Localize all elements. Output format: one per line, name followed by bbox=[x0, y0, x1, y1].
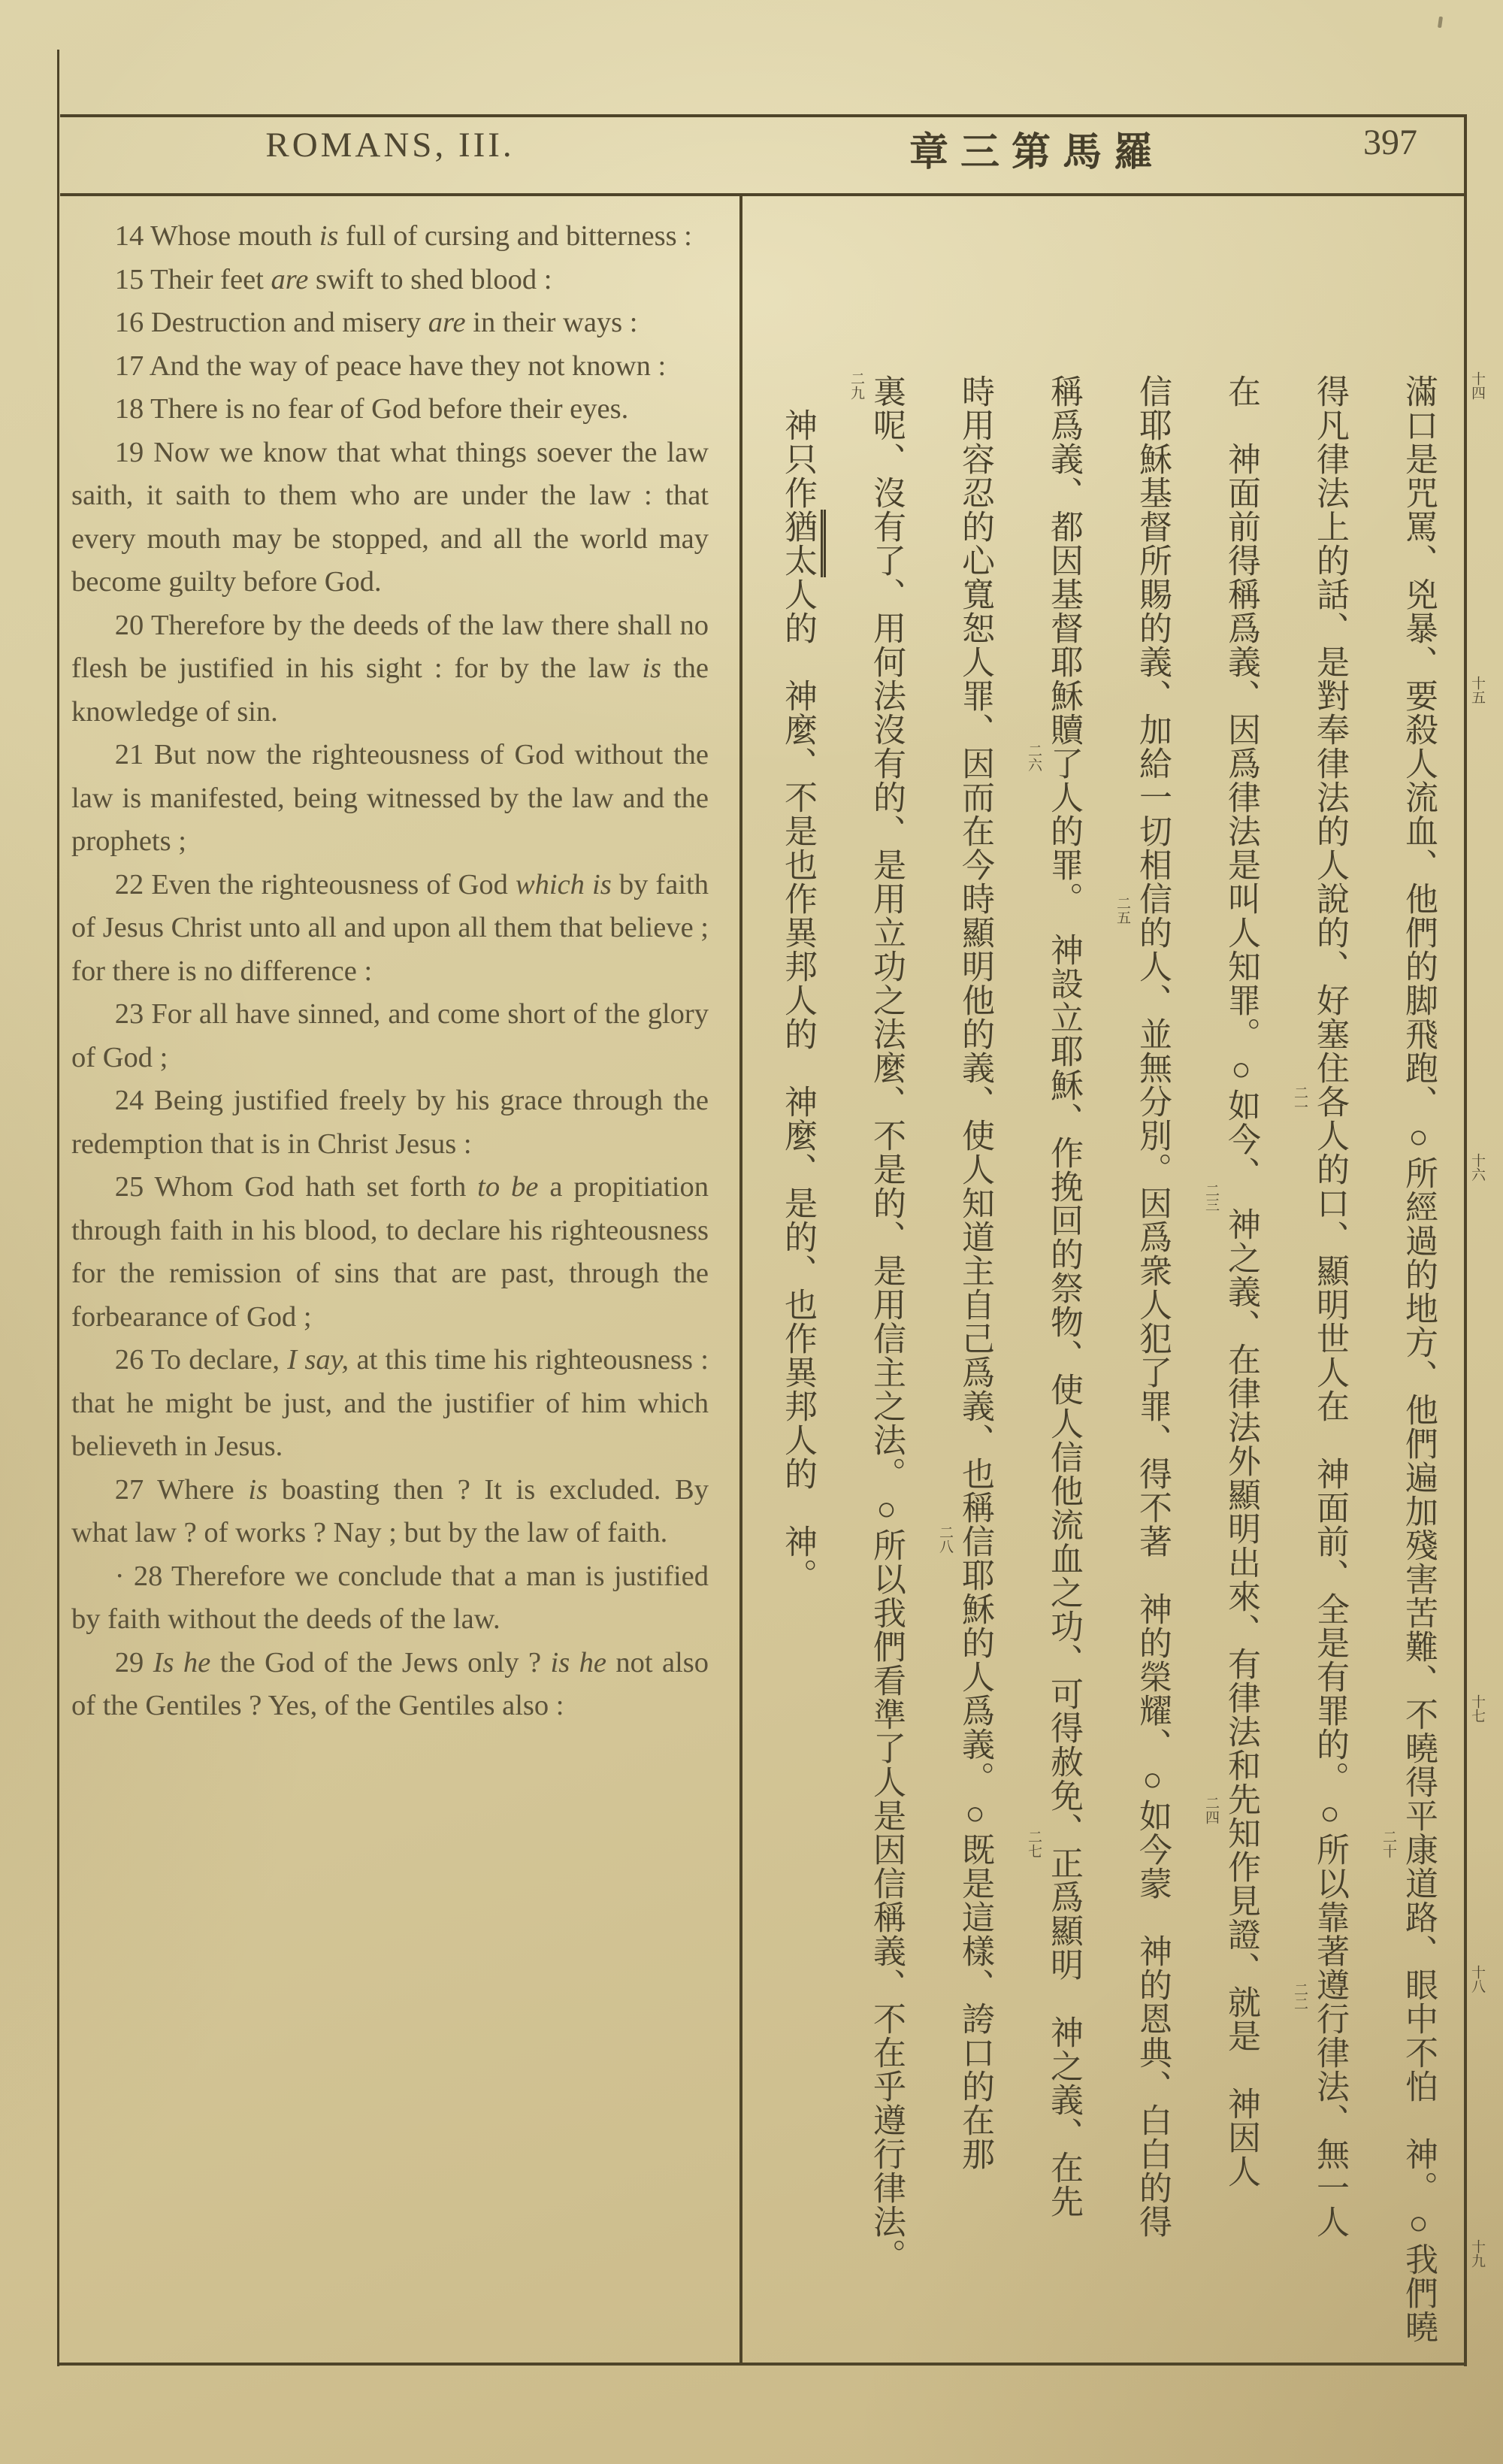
italic-word: is bbox=[248, 1473, 268, 1506]
chinese-column bbox=[1196, 374, 1308, 2347]
verse-text: 20 Therefore by the deeds of the law there shall no flesh be justified in his sight : for by the law bbox=[71, 609, 709, 684]
verse-text: boasting then ? It is excluded. By what law ? of works ? Nay ; but by the law of faith. bbox=[71, 1473, 709, 1548]
chinese-column bbox=[1285, 374, 1396, 2347]
verse-number-marker: 二九 bbox=[848, 371, 864, 400]
chinese-column bbox=[930, 374, 1042, 2347]
verse-number-marker: 十五 bbox=[1469, 676, 1485, 704]
verse-paragraph bbox=[71, 604, 709, 734]
verse-text: 24 Being justified freely by his grace through the redemption that is in Christ Jesus : bbox=[71, 1085, 709, 1160]
verse-paragraph bbox=[71, 431, 709, 604]
italic-word: is bbox=[319, 220, 339, 252]
verse-number-marker: 十四 bbox=[1469, 371, 1485, 400]
verse-paragraph bbox=[71, 1079, 709, 1166]
verse-text: swift to shed blood : bbox=[308, 263, 552, 295]
verse-paragraph bbox=[71, 345, 709, 389]
italic-word: to be bbox=[477, 1171, 539, 1203]
proper-noun-mark: 猶太 bbox=[779, 510, 816, 577]
italic-word: which is bbox=[515, 868, 612, 901]
verse-text: 27 Where bbox=[114, 1473, 249, 1506]
chinese-text-run: 裏呢、沒有了、用何法沒有的、是用立功之法麼、不是的、是用信主之法。○ bbox=[868, 374, 905, 1528]
italic-word: Is he bbox=[153, 1646, 211, 1678]
verse-paragraph bbox=[71, 1339, 709, 1469]
verse-text: by faith of Jesus Christ unto all and upon all them that believe ; for there is no difference : bbox=[71, 868, 709, 987]
verse-number-marker: 二二 bbox=[1292, 1982, 1308, 2011]
verse-paragraph bbox=[71, 388, 709, 431]
verse-paragraph bbox=[71, 734, 709, 864]
verse-paragraph bbox=[71, 1555, 709, 1642]
verse-number-marker: 二六 bbox=[1026, 743, 1042, 772]
italic-word: are bbox=[271, 263, 309, 295]
verse-text: not also of the Gentiles ? Yes, of the Gentiles also : bbox=[71, 1646, 709, 1721]
verse-text: the knowledge of sin. bbox=[71, 652, 709, 728]
chinese-column bbox=[1374, 371, 1485, 2347]
verse-text: in their ways : bbox=[465, 307, 638, 338]
chinese-column bbox=[842, 374, 953, 2347]
chinese-text-run: 因爲衆人犯了罪、得不著 神的榮耀、○ bbox=[1134, 1186, 1171, 1799]
chinese-column bbox=[1019, 374, 1130, 2347]
verse-number-marker: 十八 bbox=[1469, 1965, 1485, 1993]
chinese-column bbox=[1108, 374, 1219, 2347]
verse-paragraph bbox=[71, 1469, 709, 1555]
verse-text: at this time his righteousness : that he might be just, and the justifier of him which believeth in Jesus. bbox=[71, 1344, 709, 1462]
verse-number-marker: 二五 bbox=[1114, 896, 1130, 925]
verse-number-marker: 十九 bbox=[1469, 2239, 1485, 2268]
chinese-text-run: 如今、 神之義、在律法外顯明出來、有律法和先知作見證、 bbox=[1223, 1088, 1260, 1985]
chinese-text-run: 神只作 bbox=[779, 374, 816, 510]
verse-number-marker: 二三 bbox=[1203, 1183, 1219, 1212]
verse-number-marker: 二七 bbox=[1026, 1830, 1042, 1858]
verse-text: 14 Whose mouth bbox=[114, 220, 319, 252]
english-text-column bbox=[71, 215, 709, 1728]
chinese-text-run: 因而在今時顯明他的義、使人知道主自己爲義、也稱信耶穌的人爲義。○ bbox=[957, 746, 993, 1833]
header-rule-top bbox=[60, 114, 1467, 117]
verse-text: 26 To declare, bbox=[114, 1344, 288, 1376]
chinese-text-run: 稱爲義、都因基督耶穌贖了人的罪。 bbox=[1045, 374, 1082, 899]
verse-number-marker: 二八 bbox=[937, 1525, 953, 1554]
chinese-text-run: 就是 神因人 bbox=[1223, 1985, 1260, 2188]
verse-paragraph bbox=[71, 993, 709, 1079]
italic-word: is bbox=[642, 652, 661, 684]
verse-paragraph bbox=[71, 215, 709, 259]
page-rule-bottom bbox=[57, 2363, 1467, 2366]
verse-text: 21 But now the righteousness of God without the law is manifested, being witnessed by the law and the prophets ; bbox=[71, 739, 709, 857]
chinese-text-run: 要殺人流血、他們的脚飛跑、○ bbox=[1400, 679, 1437, 1156]
chinese-column bbox=[753, 371, 864, 2347]
chinese-text-run: 既是這樣、誇口的在那 bbox=[957, 1833, 993, 2171]
ink-speck bbox=[1438, 17, 1443, 29]
italic-word: I say, bbox=[287, 1344, 349, 1376]
column-divider bbox=[739, 193, 742, 2366]
page-number: 397 bbox=[1363, 123, 1417, 162]
verse-number-marker: 十六 bbox=[1469, 1153, 1485, 1182]
header-title-chinese: 章三第馬羅 bbox=[909, 132, 1165, 174]
chinese-text-panel bbox=[753, 371, 1485, 2347]
verse-paragraph bbox=[71, 1642, 709, 1728]
verse-paragraph bbox=[71, 864, 709, 994]
verse-paragraph bbox=[71, 259, 709, 302]
verse-text: 19 Now we know that what things soever the law saith, it saith to them who are under the law : that every mouth may be stopped, and all the world may become guilty before God. bbox=[71, 436, 709, 598]
verse-text: 18 There is no fear of God before their eyes. bbox=[114, 393, 629, 425]
verse-text: 23 For all have sinned, and come short of the glory of God ; bbox=[71, 998, 709, 1073]
verse-text: 29 bbox=[114, 1646, 153, 1678]
verse-text: · 28 Therefore we conclude that a man is justified by faith without the deeds of the law. bbox=[71, 1560, 709, 1635]
verse-text: a propitiation through faith in his blood, to declare his righteousness for the remission of sins that are past, through the forbearance of God ; bbox=[71, 1171, 709, 1333]
verse-text: 25 Whom God hath set forth bbox=[114, 1171, 478, 1203]
verse-number-marker: 二四 bbox=[1203, 1796, 1219, 1824]
chinese-text-run: 我們曉 bbox=[1400, 2242, 1437, 2344]
chinese-text-run: 所經過的地方、他們遍加殘害苦難、 bbox=[1400, 1156, 1437, 1697]
chinese-text-run: 時用容忍的心寬恕人罪、 bbox=[957, 374, 993, 746]
italic-word: is he bbox=[550, 1646, 606, 1678]
verse-text: the God of the Jews only ? bbox=[210, 1646, 551, 1678]
verse-number-marker: 二十 bbox=[1381, 1830, 1396, 1858]
verse-text: 22 Even the righteousness of God bbox=[114, 868, 516, 901]
chinese-text-run: 信耶穌基督所賜的義、加給一切相信的人、並無分別。 bbox=[1134, 374, 1171, 1186]
chinese-text-run: 不曉得平康道路、 bbox=[1400, 1697, 1437, 1968]
chinese-text-run: 神設立耶穌、作挽回的祭物、使人信他流血之功、可得赦免、正爲顯明 神之義、在先 bbox=[1045, 899, 1082, 2218]
chinese-text-run: 如今蒙 神的恩典、白白的得 bbox=[1134, 1799, 1171, 2238]
chinese-text-run: 眼中不怕 神。○ bbox=[1400, 1968, 1437, 2242]
verse-number-marker: 二一 bbox=[1292, 1085, 1308, 1114]
header-rule-bottom bbox=[60, 193, 1467, 196]
verse-paragraph bbox=[71, 301, 709, 345]
chinese-text-run: 人的 神麼、不是也作異邦人的 神麼、是的、也作異邦人的 神。 bbox=[779, 577, 816, 1592]
chinese-text-run: 在 神面前得稱爲義、因爲律法是叫人知罪。○ bbox=[1223, 374, 1260, 1088]
page-border-right bbox=[1464, 114, 1467, 2366]
header-title-english: ROMANS, III. bbox=[265, 126, 515, 165]
verse-number-marker: 十七 bbox=[1469, 1694, 1485, 1723]
chinese-text-run: 得凡律法上的話、是對奉律法的人說的、好塞住各人的口、顯明世人在 神面前、全是有罪的。○ bbox=[1311, 374, 1348, 1833]
verse-text: 16 Destruction and misery bbox=[114, 307, 428, 338]
verse-paragraph bbox=[71, 1166, 709, 1339]
verse-text: 15 Their feet bbox=[114, 263, 271, 295]
italic-word: are bbox=[428, 307, 466, 338]
verse-text: full of cursing and bitterness : bbox=[338, 220, 692, 252]
verse-text: 17 And the way of peace have they not known : bbox=[114, 350, 667, 382]
chinese-text-run: 滿口是咒罵、兇暴、 bbox=[1400, 374, 1437, 679]
chinese-text-run: 所以我們看準了人是因信稱義、不在乎遵行律法。 bbox=[868, 1528, 905, 2272]
page-border-left bbox=[57, 50, 59, 2366]
chinese-text-run: 所以靠著遵行律法、無一人 bbox=[1311, 1833, 1348, 2238]
